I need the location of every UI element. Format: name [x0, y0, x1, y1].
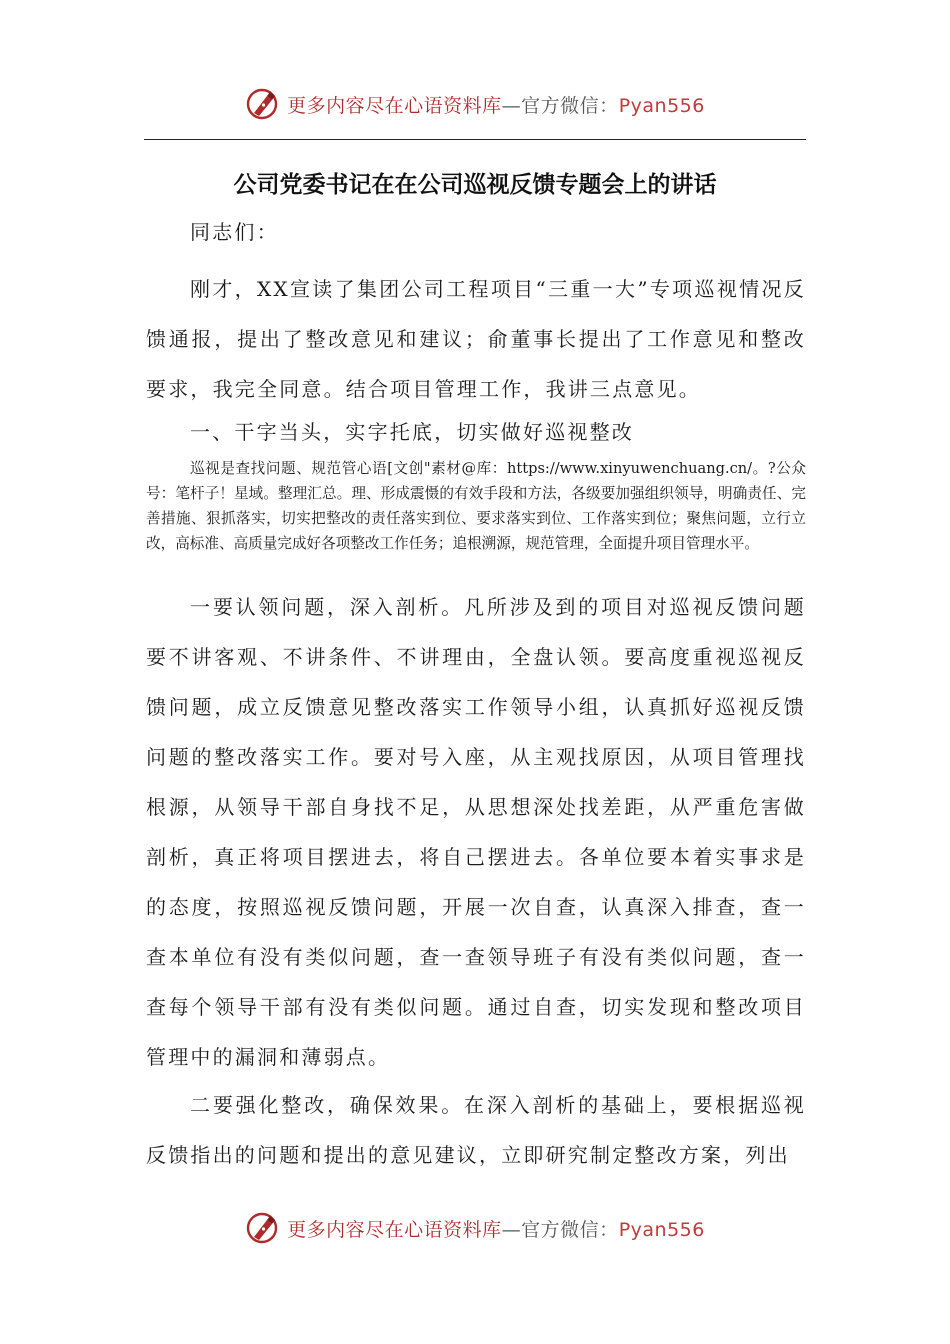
pen-nib-circle-icon: [245, 86, 281, 122]
site-name: 更多内容尽在心语资料库: [287, 1218, 502, 1241]
pen-nib-circle-icon: [245, 1210, 281, 1246]
banner-separator: —: [501, 1218, 522, 1241]
section-heading-1: 一、干字当头，实字托底，切实做好巡视整改: [190, 420, 634, 444]
header-banner-text: [287, 91, 705, 118]
header-banner: [0, 84, 950, 124]
site-name: 更多内容尽在心语资料库: [287, 94, 502, 117]
paragraph-small: 巡视是查找问题、规范管心语[文创"素材@库：https://www.xinyuwenchuang.cn/。?公众号：笔杆子！星域。整理汇总。理、形成震慑的有效手段和方法，各级要加强组织领导，明确责任、完善措施、狠抓落实，切实把整改的责任落实到位、要求落实到位、工作落实到位；聚焦问题，立行立改，高标准、高质量完成好各项整改工作任务；追根溯源，规范管理，全面提升项目管理水平。: [146, 460, 806, 552]
footer-banner-text: [287, 1215, 705, 1242]
document-title: 公司党委书记在在公司巡视反馈专题会上的讲话: [233, 171, 717, 198]
official-label: 官方微信：: [521, 94, 619, 117]
footer-banner: [0, 1208, 950, 1248]
paragraph-intro: 刚才，XX宣读了集团公司工程项目“三重一大”专项巡视情况反馈通报，提出了整改意见和建议；俞董事长提出了工作意见和整改要求，我完全同意。结合项目管理工作，我讲三点意见。: [146, 277, 806, 401]
salutation: 同志们：: [190, 220, 279, 244]
banner-separator: —: [501, 94, 522, 117]
official-label: 官方微信：: [521, 1218, 619, 1241]
paragraph-point-1: 一要认领问题，深入剖析。凡所涉及到的项目对巡视反馈问题要不讲客观、不讲条件、不讲理由，全盘认领。要高度重视巡视反馈问题，成立反馈意见整改落实工作领导小组，认真抓好巡视反馈问题的整改落实工作。要对号入座，从主观找原因，从项目管理找根源，从领导干部自身找不足，从思想深处找差距，从严重危害做剖析，真正将项目摆进去，将自己摆进去。各单位要本着实事求是的态度，按照巡视反馈问题，开展一次自查，认真深入排查，查一查本单位有没有类似问题，查一查领导班子有没有类似问题，查一查每个领导干部有没有类似问题。通过自查，切实发现和整改项目管理中的漏洞和薄弱点。: [146, 595, 806, 1069]
header-divider: [144, 139, 806, 140]
wechat-id: Pyan556: [618, 1218, 705, 1241]
wechat-id: Pyan556: [618, 94, 705, 117]
paragraph-point-2: 二要强化整改，确保效果。在深入剖析的基础上，要根据巡视反馈指出的问题和提出的意见建议，立即研究制定整改方案，列出: [146, 1093, 806, 1167]
